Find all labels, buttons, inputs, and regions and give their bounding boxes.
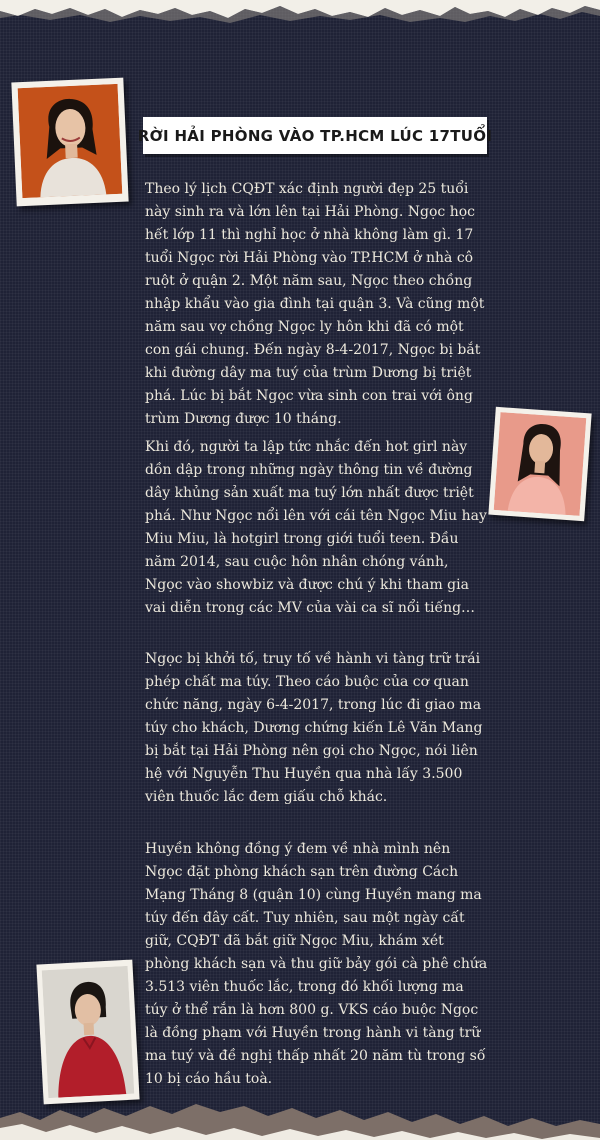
portrait-photo-2 (488, 407, 591, 521)
torn-paper-top (0, 0, 600, 40)
portrait-photo-1 (11, 78, 128, 207)
torn-paper-bottom (0, 1096, 600, 1140)
paragraph-4: Huyền không đồng ý đem về nhà mình nên Ngọc đặt phòng khách sạn trên đường Cách Mạng Tháng 8 (quận 10) cùng Huyền mang ma túy đến đây cất. Tuy nhiên, sau một ngày cất giữ, CQĐT đã bắt giữ Ngọc Miu, khám xét phòng khách sạn và thu giữ bảy gói cà phê chứa 3.513 viên thuốc lắc, trong đó khối lượng ma túy ở thể rắn là hơn 800 g. VKS cáo buộc Ngọc là đồng phạm với Huyền trong hành vi tàng trữ ma tuý và đề nghị thấp nhất 20 năm tù trong số 10 bị cáo hầu toà. (145, 841, 488, 1087)
section-heading: RỜI HẢI PHÒNG VÀO TP.HCM LÚC 17TUỔI (137, 126, 493, 145)
section-heading-box (137, 117, 493, 154)
portrait-photo-3 (36, 960, 139, 1105)
paragraph-2: Khi đó, người ta lập tức nhắc đến hot girl này dồn dập trong những ngày thông tin về đường dây khủng sản xuất ma tuý lớn nhất được triệt phá. Như Ngọc nổi lên với cái tên Ngọc Miu hay Miu Miu, là hotgirl trong giới tuổi teen. Đầu năm 2014, sau cuộc hôn nhân chóng vánh, Ngọc vào showbiz và được chú ý khi tham gia vai diễn trong các MV của vài ca sĩ nổi tiếng… (145, 439, 487, 616)
paragraph-1: Theo lý lịch CQĐT xác định người đẹp 25 tuổi này sinh ra và lớn lên tại Hải Phòng. Ngọc học hết lớp 11 thì nghỉ học ở nhà không làm gì. 17 tuổi Ngọc rời Hải Phòng vào TP.HCM ở nhà cô ruột ở quận 2. Một năm sau, Ngọc theo chồng nhập khẩu vào gia đình tại quận 3. Và cũng một năm sau vợ chồng Ngọc ly hôn khi đã có một con gái chung. Đến ngày 8-4-2017, Ngọc bị bắt khi đường dây ma tuý của trùm Dương bị triệt phá. Lúc bị bắt Ngọc vừa sinh con trai với ông trùm Dương được 10 tháng. (145, 181, 485, 427)
paragraph-3: Ngọc bị khởi tố, truy tố về hành vi tàng trữ trái phép chất ma túy. Theo cáo buộc của cơ quan chức năng, ngày 6-4-2017, trong lúc đi giao ma túy cho khách, Dương chứng kiến Lê Văn Mang bị bắt tại Hải Phòng nên gọi cho Ngọc, nói liên hệ với Nguyễn Thu Huyền qua nhà lấy 3.500 viên thuốc lắc đem giấu chỗ khác. (145, 651, 483, 805)
